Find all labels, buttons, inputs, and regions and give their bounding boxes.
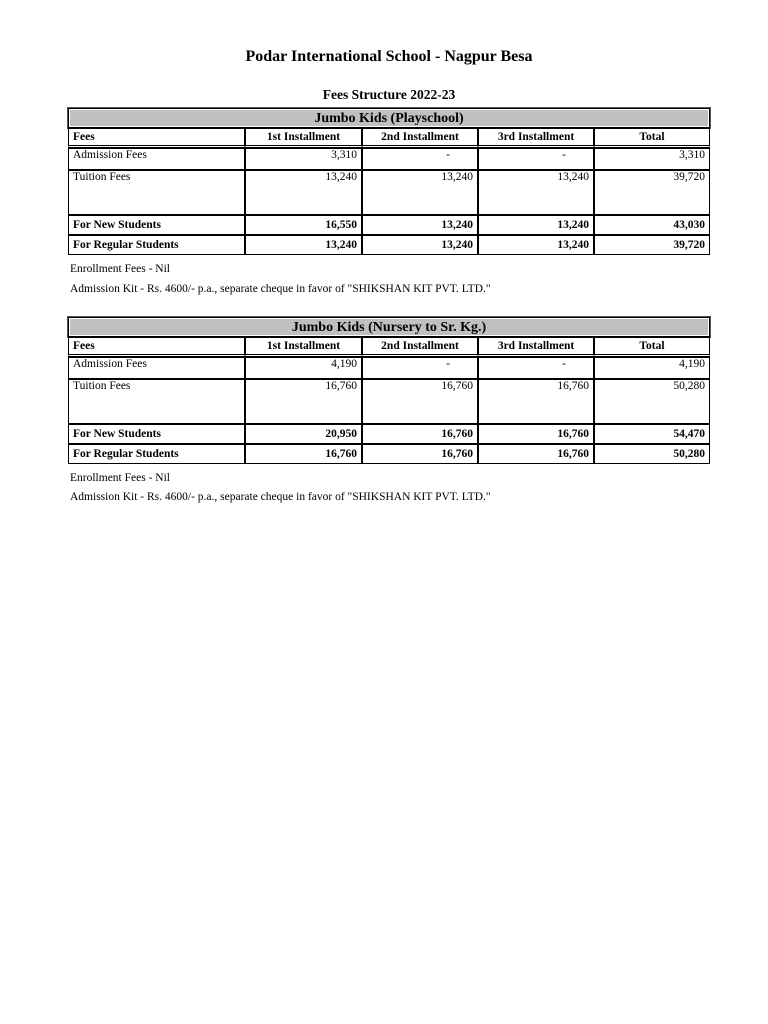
table-cell: 16,760: [362, 444, 478, 464]
column-header: 2nd Installment: [362, 337, 478, 357]
table-cell: 13,240: [245, 235, 362, 255]
table-cell: 13,240: [362, 235, 478, 255]
table-row-regular-students: [68, 235, 710, 255]
column-header: 3rd Installment: [478, 128, 594, 148]
column-header: 3rd Installment: [478, 337, 594, 357]
table-cell: -: [478, 148, 594, 170]
table-row-regular-students: [68, 444, 710, 464]
table-cell: 54,470: [594, 424, 710, 444]
column-header: Fees: [68, 128, 245, 148]
table-cell: 4,190: [245, 357, 362, 379]
table-cell: 16,550: [245, 215, 362, 235]
table-row-new-students: [68, 424, 710, 444]
table-cell: 39,720: [594, 170, 710, 215]
table-cell: 13,240: [362, 215, 478, 235]
column-header: 1st Installment: [245, 128, 362, 148]
row-label: Admission Fees: [68, 148, 245, 170]
table-cell: 13,240: [478, 170, 594, 215]
table-header-row: [68, 128, 710, 148]
enrollment-note: Enrollment Fees - Nil: [70, 472, 170, 484]
fee-table: [68, 337, 710, 464]
fee-section-nursery: [68, 317, 710, 464]
table-cell: 16,760: [362, 379, 478, 424]
table-row-new-students: [68, 215, 710, 235]
row-label: For New Students: [68, 215, 245, 235]
column-header: 2nd Installment: [362, 128, 478, 148]
column-header: 1st Installment: [245, 337, 362, 357]
column-header: Total: [594, 128, 710, 148]
section-heading: Jumbo Kids (Playschool): [68, 108, 710, 128]
table-cell: 3,310: [245, 148, 362, 170]
table-cell: 16,760: [478, 424, 594, 444]
table-cell: 20,950: [245, 424, 362, 444]
row-label: For Regular Students: [68, 235, 245, 255]
table-cell: 16,760: [362, 424, 478, 444]
table-row-tuition-fees: [68, 379, 710, 424]
table-cell: -: [362, 357, 478, 379]
table-cell: 16,760: [245, 379, 362, 424]
table-cell: 13,240: [478, 235, 594, 255]
admission-kit-note: Admission Kit - Rs. 4600/- p.a., separate cheque in favor of "SHIKSHAN KIT PVT. LTD.": [70, 491, 491, 503]
column-header: Total: [594, 337, 710, 357]
table-cell: -: [362, 148, 478, 170]
table-cell: 13,240: [245, 170, 362, 215]
admission-kit-note: Admission Kit - Rs. 4600/- p.a., separate cheque in favor of "SHIKSHAN KIT PVT. LTD.": [70, 283, 491, 295]
table-row-admission-fees: [68, 357, 710, 379]
table-cell: 39,720: [594, 235, 710, 255]
row-label: Tuition Fees: [68, 170, 245, 215]
table-cell: 43,030: [594, 215, 710, 235]
column-header: Fees: [68, 337, 245, 357]
fee-section-playschool: [68, 108, 710, 255]
table-cell: 4,190: [594, 357, 710, 379]
table-cell: -: [478, 357, 594, 379]
fee-table: [68, 128, 710, 255]
fees-structure-title: Fees Structure 2022-23: [322, 87, 456, 102]
table-row-admission-fees: [68, 148, 710, 170]
row-label: Tuition Fees: [68, 379, 245, 424]
table-cell: 16,760: [478, 444, 594, 464]
enrollment-note: Enrollment Fees - Nil: [70, 263, 170, 275]
table-cell: 16,760: [478, 379, 594, 424]
table-row-tuition-fees: [68, 170, 710, 215]
row-label: Admission Fees: [68, 357, 245, 379]
table-cell: 13,240: [362, 170, 478, 215]
table-cell: 16,760: [245, 444, 362, 464]
table-cell: 50,280: [594, 379, 710, 424]
section-heading: Jumbo Kids (Nursery to Sr. Kg.): [68, 317, 710, 337]
table-cell: 13,240: [478, 215, 594, 235]
table-cell: 50,280: [594, 444, 710, 464]
page-title: Podar International School - Nagpur Besa: [245, 48, 533, 65]
row-label: For Regular Students: [68, 444, 245, 464]
table-cell: 3,310: [594, 148, 710, 170]
table-header-row: [68, 337, 710, 357]
row-label: For New Students: [68, 424, 245, 444]
